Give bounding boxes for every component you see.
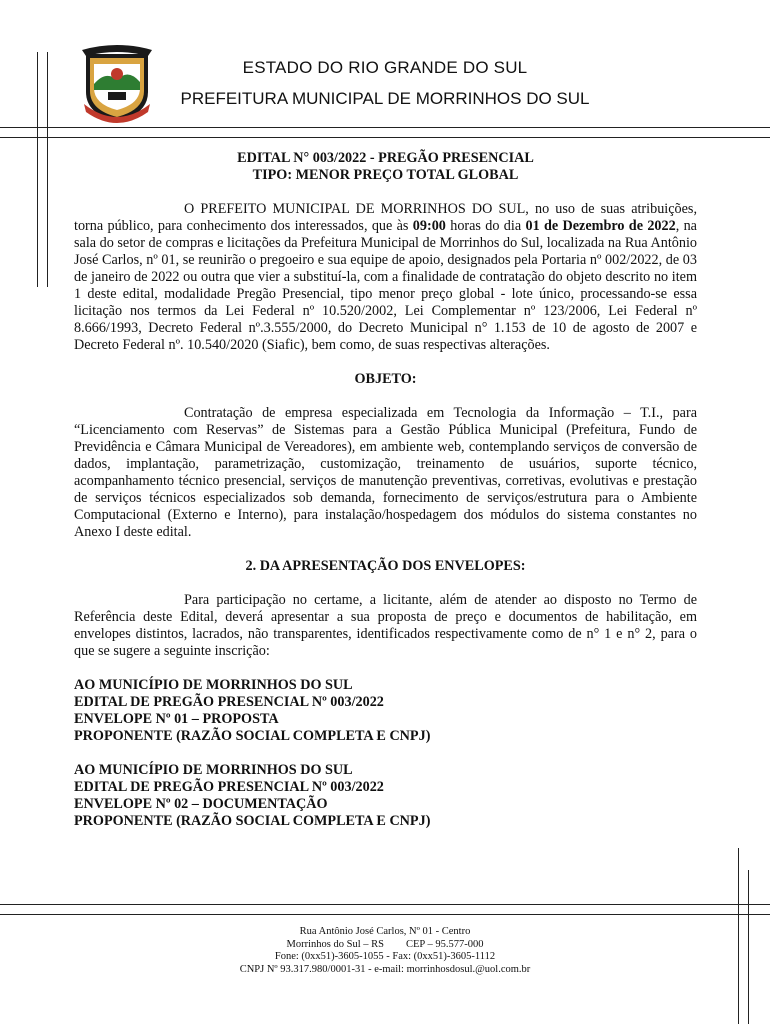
header-prefeitura: PREFEITURA MUNICIPAL DE MORRINHOS DO SUL <box>180 89 590 108</box>
header-rule-bottom <box>0 137 770 138</box>
coat-of-arms-icon <box>80 44 154 124</box>
edital-type: TIPO: MENOR PREÇO TOTAL GLOBAL <box>252 167 519 183</box>
envelope2-line: AO MUNICÍPIO DE MORRINHOS DO SUL <box>74 762 353 778</box>
footer-address: Rua Antônio José Carlos, Nº 01 - Centro <box>299 926 471 937</box>
objeto-title: OBJETO: <box>354 371 417 387</box>
footer-cep: CEP – 95.577-000 <box>405 938 484 950</box>
intro-text-1: O PREFEITO MUNICIPAL DE MORRINHOS DO SUL, no uso de suas atribuições, torna público, para conhecimento dos interessados, que às <box>74 201 697 234</box>
intro-paragraph <box>74 201 697 354</box>
objeto-paragraph: Contratação de empresa especializada em Tecnologia da Informação – T.I., para “Licenciamento com Reservas” de Sistemas para a Gestão Pública Municipal (Prefeitura, Fundo de Previdência e Câmara Municipal de Vereadores), em ambiente web, contemplando serviços de conversão de dados, implantação, parametrização, customização, treinamento de usuários, suporte técnico, acompanhamento técnico presencial, serviços de manutenção preventivas, corretivas, evolutivas e prestação de serviços técnicos especializados sob demanda, fornecimento de serviços/estrutura para o Ambiente Computacional (Externo e Interno), para instalação/hospedagem dos módulos do sistema constantes no Anexo I deste edital. <box>74 405 697 540</box>
header-rule-top <box>0 127 770 128</box>
header-state: ESTADO DO RIO GRANDE DO SUL <box>242 58 528 77</box>
envelope1-line: ENVELOPE Nº 01 – PROPOSTA <box>74 711 279 727</box>
left-border-line-2 <box>47 52 48 287</box>
envelope2-line: EDITAL DE PREGÃO PRESENCIAL Nº 003/2022 <box>74 779 384 795</box>
footer-rule-bottom <box>0 914 770 915</box>
section2-title: 2. DA APRESENTAÇÃO DOS ENVELOPES: <box>245 558 526 574</box>
footer-phone: Fone: (0xx51)-3605-1055 - Fax: (0xx51)-3605-1112 <box>274 951 496 962</box>
page-footer <box>0 926 770 976</box>
envelope2-block <box>74 762 697 830</box>
left-border-line-1 <box>37 52 38 287</box>
envelope2-line: PROPONENTE (RAZÃO SOCIAL COMPLETA E CNPJ) <box>74 813 431 829</box>
envelope1-block <box>74 677 697 745</box>
envelope2-line: ENVELOPE Nº 02 – DOCUMENTAÇÃO <box>74 796 328 812</box>
intro-text-2: horas do dia <box>445 218 526 234</box>
document-body <box>74 150 697 830</box>
footer-cnpj-email: CNPJ Nº 93.317.980/0001-31 - e-mail: morrinhosdosul.@uol.com.br <box>239 963 531 975</box>
intro-text-3: , na sala do setor de compras e licitações da Prefeitura Municipal de Morrinhos do Sul, localizada na Rua Antônio José Carlos, nº 01, se reunirão o pregoeiro e sua equipe de apoio, designados pela Portaria nº 002/2022, de 03 de janeiro de 2022 ou outra que vier a substituí-la, com a finalidade de contratação do objeto descrito no item 1 deste edital, modalidade Pregão Presencial, tipo menor preço global - lote único, processando-se essa licitação nos termos da Lei Federal nº 10.520/2002, Lei Complementar nº 123/2006, Lei Federal nº 8.666/1993, Decreto Federal nº.3.555/2000, do Decreto Municipal n° 1.153 de 10 de agosto de 2007 e Decreto Federal nº. 10.540/2020 (Siafic), bem como, de suas respectivas alterações. <box>74 218 697 353</box>
envelope1-line: PROPONENTE (RAZÃO SOCIAL COMPLETA E CNPJ) <box>74 728 431 744</box>
envelope1-line: AO MUNICÍPIO DE MORRINHOS DO SUL <box>74 677 353 693</box>
edital-title: EDITAL N° 003/2022 - PREGÃO PRESENCIAL <box>237 150 534 166</box>
footer-rule-top <box>0 904 770 905</box>
intro-date: 01 de Dezembro de 2022 <box>525 218 676 234</box>
footer-city: Morrinhos do Sul – RS <box>286 938 384 950</box>
footer-city-line <box>0 939 770 952</box>
envelope1-line: EDITAL DE PREGÃO PRESENCIAL Nº 003/2022 <box>74 694 384 710</box>
intro-time: 09:00 <box>412 218 446 234</box>
section2-paragraph: Para participação no certame, a licitante, além de atender ao disposto no Termo de Referência deste Edital, deverá apresentar a sua proposta de preço e documentos de habilitação, em envelopes distintos, lacrados, não transparentes, identificados respectivamente como de n° 1 e n° 2, para o que se sugere a seguinte inscrição: <box>74 592 697 659</box>
